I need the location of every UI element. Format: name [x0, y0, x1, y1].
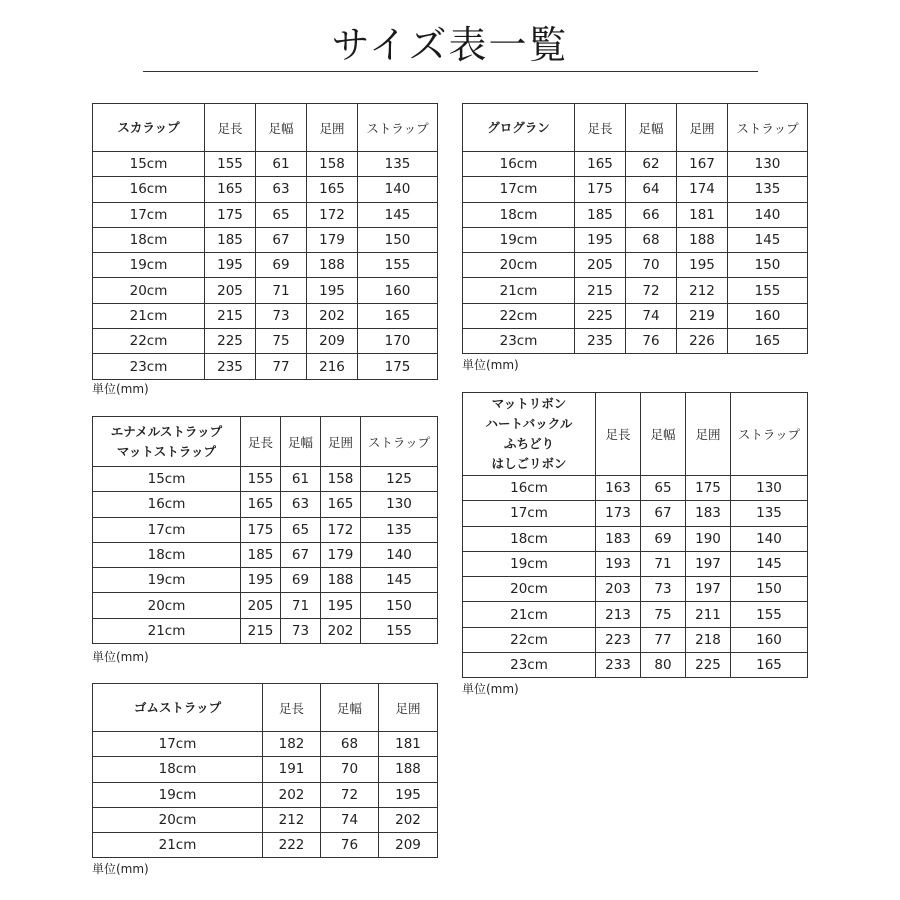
table-name-line: ふちどり	[503, 436, 554, 451]
table-cell: 158	[307, 152, 358, 177]
table-cell: 19cm	[93, 568, 241, 593]
table-cell: 65	[641, 476, 686, 501]
table-cell: 195	[379, 782, 438, 807]
table-row	[93, 303, 438, 328]
table-cell: 21cm	[463, 278, 575, 303]
table-cell: 193	[596, 551, 641, 576]
table-cell: 67	[641, 501, 686, 526]
table-cell: 150	[731, 577, 808, 602]
table-row	[93, 329, 438, 354]
table-cell: 219	[677, 303, 728, 328]
unit-label: 単位(mm)	[92, 382, 149, 396]
table-name: スカラップ	[93, 104, 205, 152]
table-row	[463, 551, 808, 576]
table-cell: 17cm	[463, 501, 596, 526]
table-name: グログラン	[463, 104, 575, 152]
table-cell: 197	[686, 577, 731, 602]
table-cell: 15cm	[93, 152, 205, 177]
column-header: 足囲	[307, 104, 358, 152]
table-row	[93, 618, 438, 643]
table-cell: 140	[728, 202, 808, 227]
table-cell: 155	[731, 602, 808, 627]
table-cell: 67	[281, 542, 321, 567]
table-cell: 225	[205, 329, 256, 354]
table-cell: 130	[361, 492, 438, 517]
table-cell: 18cm	[93, 227, 205, 252]
rubber-strap-size-table	[92, 683, 437, 858]
table-row	[463, 202, 808, 227]
table-cell: 172	[307, 202, 358, 227]
table-row	[463, 303, 808, 328]
table-cell: 165	[728, 329, 808, 354]
table-cell: 16cm	[93, 492, 241, 517]
table-cell: 140	[358, 177, 438, 202]
table-row	[463, 227, 808, 252]
table-cell: 62	[626, 152, 677, 177]
table-cell: 70	[321, 757, 379, 782]
table-row	[93, 278, 438, 303]
column-header: 足長	[575, 104, 626, 152]
column-header: 足長	[241, 417, 281, 467]
table-name-line: マットストラップ	[116, 443, 217, 459]
table-cell: 72	[626, 278, 677, 303]
table-cell: 188	[677, 227, 728, 252]
table-row	[93, 568, 438, 593]
table-cell: 77	[641, 627, 686, 652]
table-cell: 17cm	[93, 732, 263, 757]
table-cell: 175	[241, 517, 281, 542]
table-cell: 205	[205, 278, 256, 303]
table-header-row	[463, 393, 808, 476]
table-cell: 225	[575, 303, 626, 328]
table-cell: 68	[321, 732, 379, 757]
table-cell: 74	[321, 807, 379, 832]
table-row	[463, 329, 808, 354]
table-cell: 202	[379, 807, 438, 832]
table-cell: 155	[241, 467, 281, 492]
table-cell: 71	[256, 278, 307, 303]
table-cell: 145	[361, 568, 438, 593]
table-cell: 175	[575, 177, 626, 202]
table-cell: 160	[731, 627, 808, 652]
table-row	[93, 492, 438, 517]
table-name-line: はしごリボン	[491, 456, 567, 471]
table-cell: 21cm	[93, 833, 263, 858]
table-cell: 165	[205, 177, 256, 202]
table-row	[93, 833, 438, 858]
table-row	[463, 177, 808, 202]
table-cell: 74	[626, 303, 677, 328]
table-cell: 70	[626, 253, 677, 278]
table-row	[93, 202, 438, 227]
table-cell: 68	[626, 227, 677, 252]
table-cell: 191	[263, 757, 321, 782]
title-divider	[143, 71, 758, 72]
table-cell: 216	[307, 354, 358, 379]
table-cell: 218	[686, 627, 731, 652]
table-row	[463, 501, 808, 526]
table-cell: 172	[321, 517, 361, 542]
table-cell: 165	[321, 492, 361, 517]
table-row	[463, 253, 808, 278]
table-cell: 183	[596, 526, 641, 551]
table-cell: 21cm	[93, 303, 205, 328]
table-cell: 155	[358, 253, 438, 278]
table-header-row	[93, 417, 438, 467]
table-row	[93, 354, 438, 379]
table-cell: 188	[307, 253, 358, 278]
table-cell: 175	[686, 476, 731, 501]
table-cell: 135	[358, 152, 438, 177]
table-row	[463, 152, 808, 177]
matte-ribbon-size-table	[462, 392, 807, 678]
table-cell: 80	[641, 653, 686, 678]
table-row	[93, 732, 438, 757]
table-cell: 65	[256, 202, 307, 227]
table-cell: 72	[321, 782, 379, 807]
table-cell: 135	[728, 177, 808, 202]
column-header: 足幅	[281, 417, 321, 467]
table-cell: 65	[281, 517, 321, 542]
column-header: ストラップ	[731, 393, 808, 476]
table-cell: 233	[596, 653, 641, 678]
table-cell: 225	[686, 653, 731, 678]
table-cell: 195	[205, 253, 256, 278]
table-cell: 205	[241, 593, 281, 618]
column-header: 足幅	[256, 104, 307, 152]
table-cell: 66	[626, 202, 677, 227]
table-cell: 173	[596, 501, 641, 526]
table-cell: 179	[307, 227, 358, 252]
table-cell: 125	[361, 467, 438, 492]
table-cell: 165	[241, 492, 281, 517]
table-cell: 183	[686, 501, 731, 526]
table-cell: 211	[686, 602, 731, 627]
table-cell: 20cm	[93, 807, 263, 832]
table-cell: 215	[241, 618, 281, 643]
column-header: 足囲	[686, 393, 731, 476]
table-cell: 76	[626, 329, 677, 354]
table-cell: 61	[256, 152, 307, 177]
table-cell: 167	[677, 152, 728, 177]
table-cell: 145	[358, 202, 438, 227]
table-row	[93, 757, 438, 782]
table-cell: 202	[263, 782, 321, 807]
table-cell: 175	[205, 202, 256, 227]
table-cell: 188	[379, 757, 438, 782]
unit-label: 単位(mm)	[92, 650, 149, 664]
table-cell: 215	[205, 303, 256, 328]
table-row	[93, 807, 438, 832]
table-name	[93, 417, 241, 467]
table-row	[93, 152, 438, 177]
column-header: 足幅	[641, 393, 686, 476]
table-cell: 19cm	[463, 551, 596, 576]
table-cell: 17cm	[93, 517, 241, 542]
table-cell: 69	[641, 526, 686, 551]
table-cell: 130	[728, 152, 808, 177]
table-cell: 17cm	[93, 202, 205, 227]
table-row	[93, 253, 438, 278]
table-cell: 76	[321, 833, 379, 858]
table-row	[463, 476, 808, 501]
column-header: 足長	[205, 104, 256, 152]
column-header: ストラップ	[361, 417, 438, 467]
table-cell: 150	[358, 227, 438, 252]
column-header: 足長	[596, 393, 641, 476]
table-cell: 73	[256, 303, 307, 328]
table-cell: 155	[205, 152, 256, 177]
unit-label: 単位(mm)	[462, 358, 519, 372]
table-cell: 145	[731, 551, 808, 576]
table-cell: 19cm	[463, 227, 575, 252]
table-cell: 188	[321, 568, 361, 593]
table-cell: 150	[728, 253, 808, 278]
table-cell: 75	[641, 602, 686, 627]
table-row	[93, 517, 438, 542]
table-cell: 23cm	[463, 329, 575, 354]
column-header: 足長	[263, 684, 321, 732]
table-cell: 22cm	[463, 303, 575, 328]
column-header: 足囲	[677, 104, 728, 152]
table-cell: 18cm	[463, 202, 575, 227]
table-cell: 130	[731, 476, 808, 501]
unit-label: 単位(mm)	[462, 682, 519, 696]
table-cell: 181	[379, 732, 438, 757]
table-cell: 71	[641, 551, 686, 576]
table-cell: 20cm	[93, 593, 241, 618]
table-cell: 71	[281, 593, 321, 618]
table-cell: 21cm	[93, 618, 241, 643]
table-cell: 135	[731, 501, 808, 526]
table-name-line: エナメルストラップ	[110, 423, 223, 439]
table-cell: 135	[361, 517, 438, 542]
table-cell: 18cm	[463, 526, 596, 551]
table-cell: 195	[241, 568, 281, 593]
unit-label: 単位(mm)	[92, 862, 149, 876]
enamel-strap-size-table	[92, 416, 437, 644]
table-cell: 69	[281, 568, 321, 593]
table-cell: 226	[677, 329, 728, 354]
table-row	[93, 542, 438, 567]
table-cell: 209	[307, 329, 358, 354]
table-cell: 16cm	[463, 476, 596, 501]
table-cell: 165	[358, 303, 438, 328]
table-row	[463, 526, 808, 551]
table-cell: 213	[596, 602, 641, 627]
table-cell: 212	[263, 807, 321, 832]
table-cell: 17cm	[463, 177, 575, 202]
table-cell: 185	[575, 202, 626, 227]
table-name: ゴムストラップ	[93, 684, 263, 732]
table-cell: 20cm	[93, 278, 205, 303]
table-cell: 170	[358, 329, 438, 354]
table-cell: 222	[263, 833, 321, 858]
table-row	[93, 593, 438, 618]
table-cell: 195	[307, 278, 358, 303]
table-cell: 158	[321, 467, 361, 492]
table-cell: 185	[205, 227, 256, 252]
table-cell: 155	[361, 618, 438, 643]
table-cell: 21cm	[463, 602, 596, 627]
table-cell: 195	[575, 227, 626, 252]
table-cell: 212	[677, 278, 728, 303]
table-cell: 205	[575, 253, 626, 278]
table-cell: 155	[728, 278, 808, 303]
table-cell: 165	[731, 653, 808, 678]
table-cell: 19cm	[93, 782, 263, 807]
table-cell: 202	[307, 303, 358, 328]
table-cell: 15cm	[93, 467, 241, 492]
table-cell: 197	[686, 551, 731, 576]
table-cell: 203	[596, 577, 641, 602]
table-cell: 190	[686, 526, 731, 551]
table-cell: 61	[281, 467, 321, 492]
table-cell: 23cm	[463, 653, 596, 678]
table-cell: 64	[626, 177, 677, 202]
table-cell: 140	[361, 542, 438, 567]
scallop-size-table	[92, 103, 437, 380]
table-cell: 18cm	[93, 757, 263, 782]
table-name-line: マットリボン	[491, 396, 567, 411]
table-cell: 182	[263, 732, 321, 757]
column-header: 足幅	[321, 684, 379, 732]
table-cell: 19cm	[93, 253, 205, 278]
table-cell: 195	[321, 593, 361, 618]
table-cell: 67	[256, 227, 307, 252]
table-cell: 69	[256, 253, 307, 278]
table-cell: 16cm	[93, 177, 205, 202]
table-cell: 185	[241, 542, 281, 567]
table-cell: 181	[677, 202, 728, 227]
table-cell: 75	[256, 329, 307, 354]
table-cell: 165	[575, 152, 626, 177]
table-row	[463, 653, 808, 678]
table-cell: 20cm	[463, 253, 575, 278]
table-cell: 20cm	[463, 577, 596, 602]
table-cell: 18cm	[93, 542, 241, 567]
column-header: 足囲	[321, 417, 361, 467]
table-cell: 195	[677, 253, 728, 278]
table-header-row	[463, 104, 808, 152]
table-cell: 145	[728, 227, 808, 252]
table-row	[93, 177, 438, 202]
table-cell: 160	[728, 303, 808, 328]
table-cell: 63	[256, 177, 307, 202]
column-header: ストラップ	[728, 104, 808, 152]
table-cell: 174	[677, 177, 728, 202]
table-row	[463, 577, 808, 602]
table-cell: 140	[731, 526, 808, 551]
table-cell: 215	[575, 278, 626, 303]
column-header: 足幅	[626, 104, 677, 152]
column-header: 足囲	[379, 684, 438, 732]
table-cell: 22cm	[93, 329, 205, 354]
table-cell: 63	[281, 492, 321, 517]
table-row	[463, 278, 808, 303]
table-cell: 150	[361, 593, 438, 618]
table-cell: 209	[379, 833, 438, 858]
table-cell: 73	[281, 618, 321, 643]
column-header: ストラップ	[358, 104, 438, 152]
table-row	[93, 782, 438, 807]
table-cell: 163	[596, 476, 641, 501]
table-cell: 235	[575, 329, 626, 354]
table-row	[463, 627, 808, 652]
table-row	[463, 602, 808, 627]
table-cell: 202	[321, 618, 361, 643]
table-cell: 179	[321, 542, 361, 567]
table-cell: 73	[641, 577, 686, 602]
table-cell: 235	[205, 354, 256, 379]
table-header-row	[93, 684, 438, 732]
table-cell: 22cm	[463, 627, 596, 652]
table-name-line: ハートバックル	[485, 416, 573, 431]
table-row	[93, 467, 438, 492]
page-title: サイズ表一覧	[331, 23, 569, 67]
table-cell: 77	[256, 354, 307, 379]
table-name	[463, 393, 596, 476]
grosgrain-size-table	[462, 103, 807, 354]
table-cell: 165	[307, 177, 358, 202]
table-cell: 223	[596, 627, 641, 652]
table-cell: 23cm	[93, 354, 205, 379]
table-header-row	[93, 104, 438, 152]
table-row	[93, 227, 438, 252]
table-cell: 175	[358, 354, 438, 379]
table-cell: 16cm	[463, 152, 575, 177]
table-cell: 160	[358, 278, 438, 303]
